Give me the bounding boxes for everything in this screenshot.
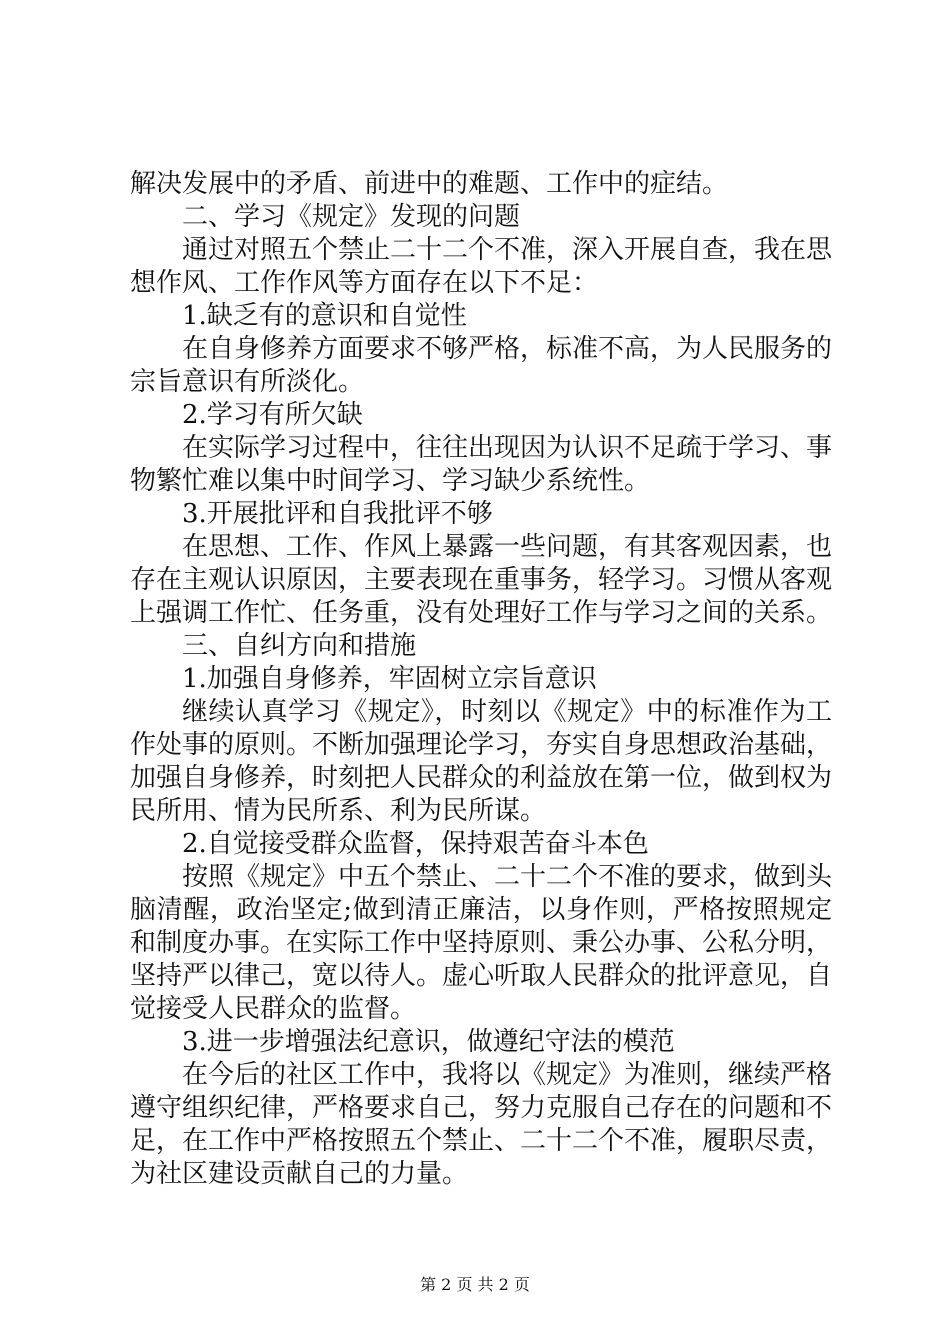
subheading-2: 2.学习有所欠缺 [182, 400, 363, 430]
subheading-1: 1.缺乏有的意识和自觉性 [182, 301, 467, 331]
subheading-measure-3: 3.进一步增强法纪意识，做遵纪守法的模范 [182, 1027, 675, 1057]
page-number-label: 第 2 页 共 2 页 [420, 1275, 530, 1294]
paragraph-4: 在自身修养方面要求不够严格，标准不高，为人民服务的宗旨意识有所淡化。 [130, 334, 833, 397]
paragraph-2: 通过对照五个禁止二十二个不准，深入开展自查，我在思想作风、工作作风等方面存在以下不足： [130, 235, 833, 298]
paragraph-0: 解决发展中的矛盾、前进中的难题、工作中的症结。 [130, 169, 729, 199]
section-heading-measures: 三、自纠方向和措施 [182, 631, 417, 661]
subheading-measure-2: 2.自觉接受群众监督，保持艰苦奋斗本色 [182, 829, 649, 859]
subheading-measure-1: 1.加强自身修养，牢固树立宗旨意识 [182, 664, 597, 694]
paragraph-15: 在今后的社区工作中，我将以《规定》为准则，继续严格遵守组织纪律，严格要求自己，努力克服自己存在的问题和不足，在工作中严格按照五个禁止、二十二个不准，履职尽责，为社区建设贡献自己的力量。 [130, 1060, 833, 1189]
paragraph-13: 按照《规定》中五个禁止、二十二个不准的要求，做到头脑清醒，政治坚定;做到清正廉洁，以身作则，严格按照规定和制度办事。在实际工作中坚持原则、秉公办事、公私分明，坚持严以律己，宽以待人。虚心听取人民群众的批评意见，自觉接受人民群众的监督。 [130, 862, 833, 1024]
section-heading-problems: 二、学习《规定》发现的问题 [182, 202, 521, 232]
paragraph-6: 在实际学习过程中，往往出现因为认识不足疏于学习、事物繁忙难以集中时间学习、学习缺少系统性。 [130, 433, 833, 496]
subheading-3: 3.开展批评和自我批评不够 [182, 499, 493, 529]
paragraph-8: 在思想、工作、作风上暴露一些问题，有其客观因素，也存在主观认识原因，主要表现在重事务，轻学习。习惯从客观上强调工作忙、任务重，没有处理好工作与学习之间的关系。 [130, 532, 833, 628]
paragraph-11: 继续认真学习《规定》，时刻以《规定》中的标准作为工作处事的原则。不断加强理论学习，夯实自身思想政治基础，加强自身修养，时刻把人民群众的利益放在第一位，做到权为民所用、情为民所系、利为民所谋。 [130, 697, 833, 826]
document-body [130, 168, 832, 1191]
page-footer [0, 1275, 950, 1295]
